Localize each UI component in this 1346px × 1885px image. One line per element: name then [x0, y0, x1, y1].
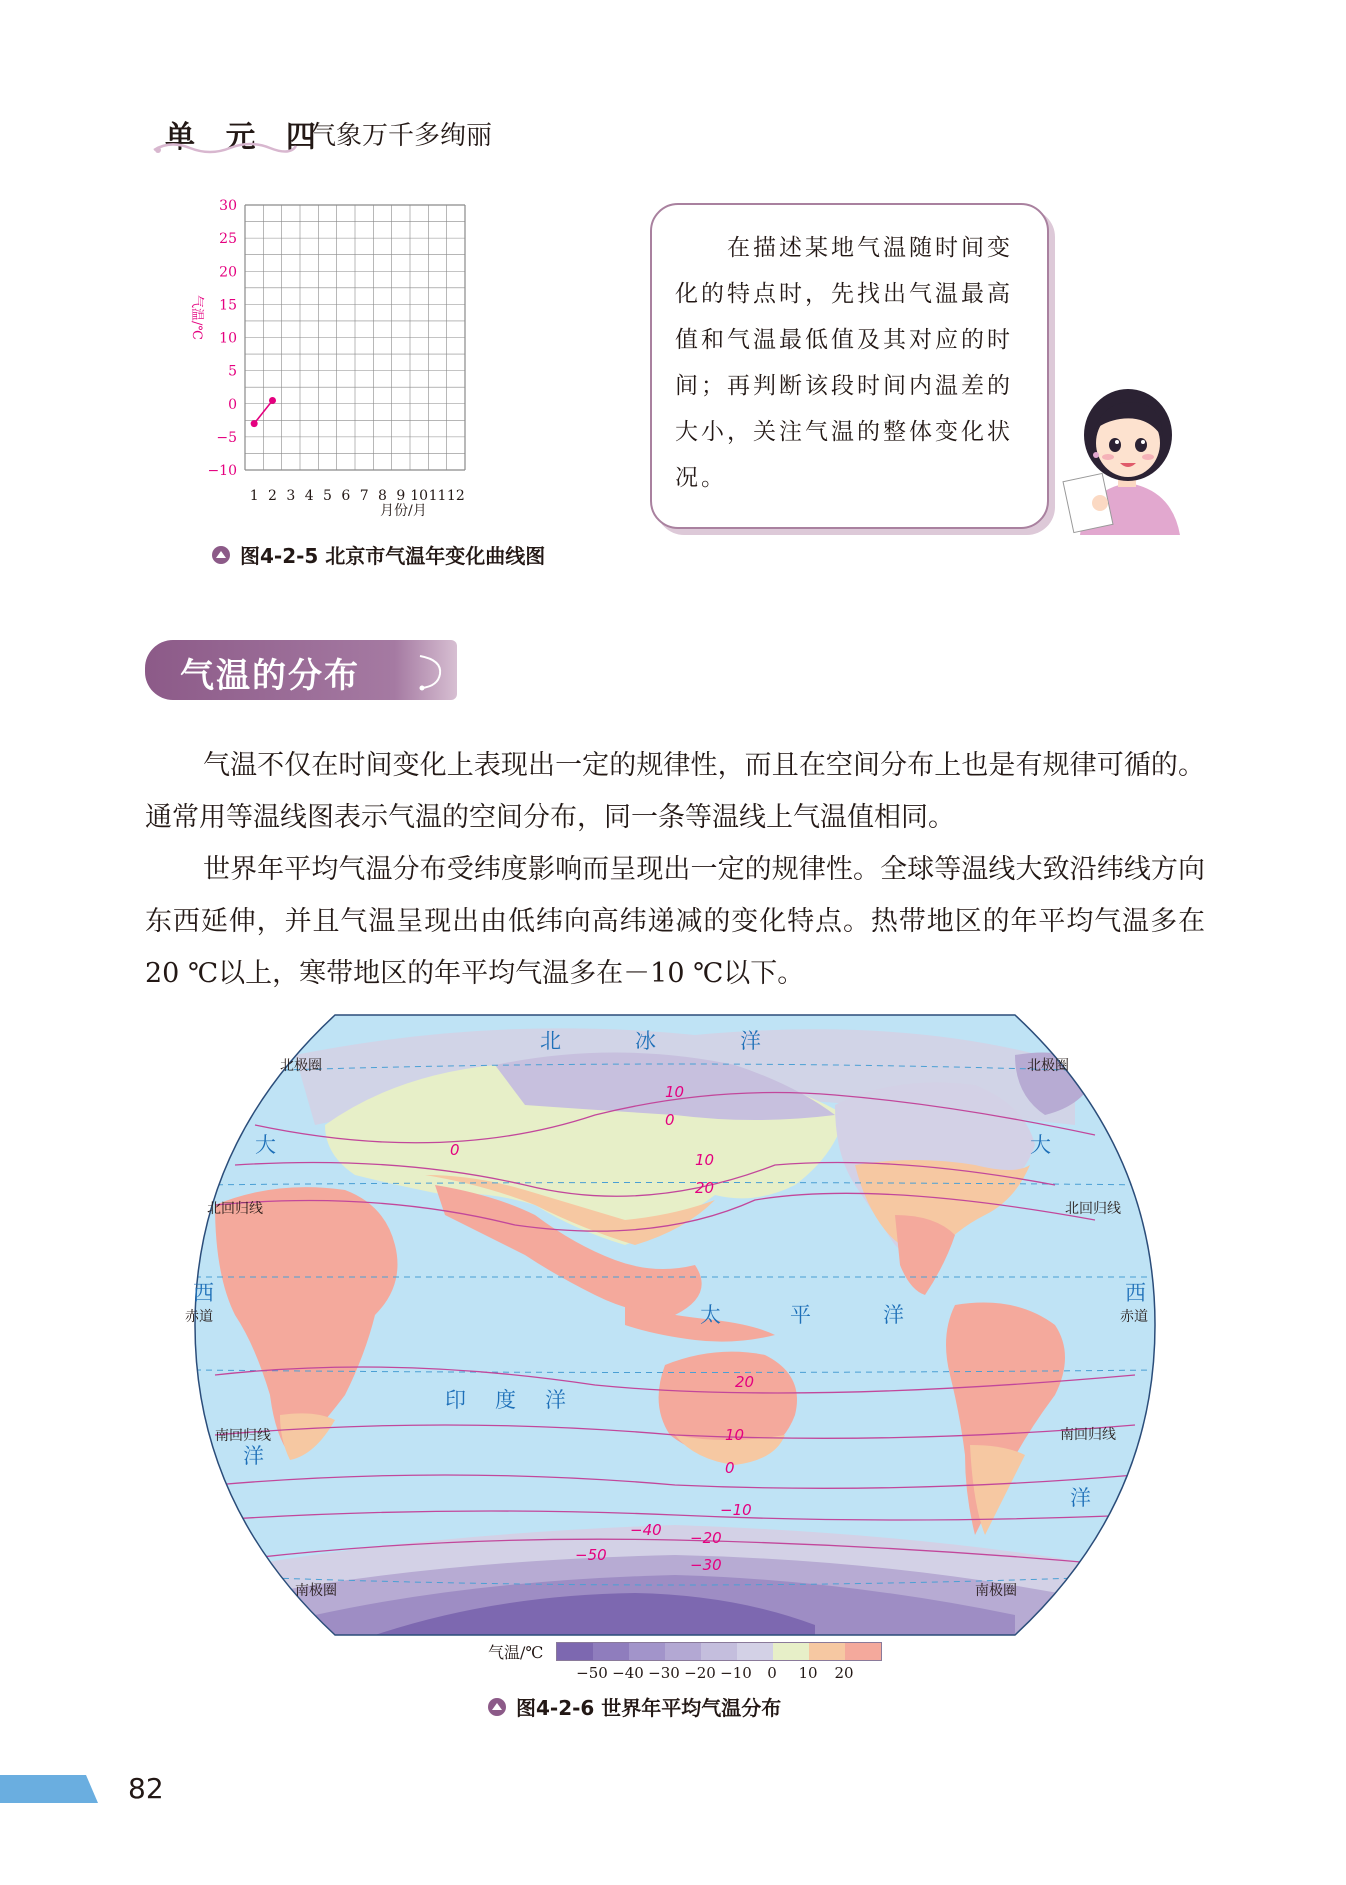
legend-swatch: [557, 1643, 593, 1660]
legend-swatch: [845, 1643, 881, 1660]
isotherm-label: 10: [725, 1426, 745, 1444]
chart-x-tick-label: 9: [396, 488, 406, 504]
chart-x-axis-label: 月份/月: [380, 503, 427, 519]
ocean-label-indian-3: 洋: [545, 1388, 570, 1412]
chart-y-tick-label: 25: [219, 231, 237, 248]
chart-x-tick-label: 12: [446, 488, 465, 504]
chart-y-axis-label: 气温/℃: [189, 295, 204, 340]
chart-y-tick-label: 5: [228, 363, 237, 380]
chart-y-tick-label: −10: [207, 463, 237, 479]
lat-label-tropic-capricorn-left: 南回归线: [215, 1428, 271, 1444]
unit-swirl-decoration: [150, 138, 300, 160]
chart-grid: [245, 205, 465, 470]
ocean-label-pacific-3: 洋: [883, 1303, 908, 1327]
ocean-label-atlantic-left-2: 西: [193, 1281, 218, 1305]
lat-label-arctic-left: 北极圈: [280, 1058, 322, 1074]
world-temperature-map: [185, 1015, 1155, 1635]
chart-x-tick-label: 10: [410, 488, 429, 504]
temperature-chart: [189, 195, 615, 530]
section-heading-swirl-icon: [412, 650, 452, 692]
ocean-label-indian-2: 度: [495, 1388, 520, 1412]
unit-label: 单 元 四: [165, 120, 326, 155]
ocean-label-atlantic-right-2: 西: [1125, 1281, 1150, 1305]
legend-swatch: [773, 1643, 809, 1660]
chart-y-tick-label: 30: [219, 198, 237, 214]
isotherm-label: 20: [735, 1373, 755, 1391]
lat-label-arctic-right: 北极圈: [1027, 1058, 1069, 1074]
ocean-label-atlantic-right-1: 大: [1030, 1133, 1055, 1157]
chart-y-tick-label: −5: [216, 429, 237, 446]
page-tab-decoration: [0, 1775, 98, 1803]
chart-x-tick-label: 7: [359, 488, 369, 504]
lat-label-tropic-cancer-right: 北回归线: [1065, 1201, 1121, 1217]
caption-triangle-icon: [488, 1698, 506, 1716]
figure-caption-text: 图4-2-5 北京市气温年变化曲线图: [240, 544, 546, 568]
isotherm-label: 0: [450, 1141, 460, 1159]
figure-caption-world: [488, 1692, 781, 1721]
legend-tick-label: 10: [798, 1664, 818, 1682]
isotherm-label: −40: [630, 1521, 662, 1539]
isotherm-label: 10: [665, 1083, 685, 1101]
lat-label-tropic-capricorn-right: 南回归线: [1060, 1427, 1116, 1443]
isotherm-label: −20: [690, 1529, 722, 1547]
figure-caption-text: 图4-2-6 世界年平均气温分布: [516, 1696, 782, 1720]
chart-x-ticks: [250, 488, 465, 504]
chart-y-ticks: [207, 198, 237, 479]
legend-tick-label: 0: [767, 1664, 777, 1682]
legend-swatch: [629, 1643, 665, 1660]
legend-swatch: [593, 1643, 629, 1660]
body-paragraph-2: 世界年平均气温分布受纬度影响而呈现出一定的规律性。全球等温线大致沿纬线方向东西延伸，并且气温呈现出由低纬向高纬递减的变化特点。热带地区的年平均气温多在20 ℃以上，寒带地区的年平均气温多在－10 ℃以下。: [145, 854, 1205, 989]
page-number: 82: [128, 1772, 164, 1805]
chart-x-tick-label: 6: [341, 488, 351, 504]
lat-label-equator-right: 赤道: [1120, 1309, 1148, 1325]
ocean-label-pacific-2: 平: [790, 1303, 815, 1327]
legend-swatch: [701, 1643, 737, 1660]
body-paragraph-1: 气温不仅在时间变化上表现出一定的规律性，而且在空间分布上也是有规律可循的。通常用等温线图表示气温的空间分布，同一条等温线上气温值相同。: [145, 750, 1205, 833]
lat-label-tropic-cancer-left: 北回归线: [207, 1201, 263, 1217]
chart-y-tick-label: 15: [219, 297, 237, 314]
ocean-label-atlantic-left-1: 大: [255, 1133, 280, 1157]
chart-y-tick-label: 10: [219, 330, 237, 347]
chart-x-tick-label: 8: [378, 488, 387, 504]
unit-title: 气象万千多绚丽: [310, 121, 493, 151]
chart-x-tick-label: 1: [249, 488, 259, 504]
section-title: 气温的分布: [180, 656, 360, 696]
isotherm-label: 0: [725, 1459, 735, 1477]
chart-x-tick-label: 4: [304, 488, 314, 504]
legend-tick-label: −20: [684, 1664, 716, 1682]
chart-x-tick-label: 11: [428, 488, 447, 504]
chart-x-tick-label: 3: [286, 488, 296, 504]
chart-data-point: [269, 397, 276, 404]
legend-title: 气温/℃: [488, 1643, 544, 1662]
isotherm-label: 10: [695, 1151, 715, 1169]
isotherm-label: −30: [690, 1556, 722, 1574]
caption-triangle-icon: [212, 546, 230, 564]
legend-swatch: [809, 1643, 845, 1660]
isotherm-label: 0: [665, 1111, 675, 1129]
legend-tick-label: −30: [648, 1664, 680, 1682]
ocean-label-indian-1: 印: [445, 1388, 470, 1412]
ocean-label-arctic-1: 北: [540, 1029, 565, 1053]
ocean-label-atlantic-left-3: 洋: [243, 1444, 268, 1468]
legend-tick-label: −50: [576, 1664, 608, 1682]
teacher-illustration: [1060, 385, 1195, 535]
figure-caption-beijing: [212, 540, 545, 569]
ocean-label-pacific-1: 太: [700, 1303, 725, 1327]
legend-ticks: [556, 1664, 886, 1684]
chart-y-tick-label: 0: [228, 396, 237, 413]
ocean-label-arctic-3: 洋: [740, 1029, 765, 1053]
chart-x-tick-label: 2: [268, 488, 277, 504]
lat-label-antarctic-right: 南极圈: [975, 1583, 1017, 1599]
legend-swatch: [737, 1643, 773, 1660]
legend-swatch: [665, 1643, 701, 1660]
lat-label-equator-left: 赤道: [185, 1309, 213, 1325]
isotherm-label: 20: [695, 1179, 715, 1197]
chart-x-tick-label: 5: [323, 488, 332, 504]
chart-y-tick-label: 20: [219, 264, 237, 281]
legend-color-bar: [556, 1642, 882, 1661]
tip-text: 在描述某地气温随时间变化的特点时，先找出气温最高值和气温最低值及其对应的时间；再判断该段时间内温差的大小，关注气温的整体变化状况。: [675, 235, 1013, 491]
ocean-label-arctic-2: 冰: [635, 1029, 660, 1053]
legend-tick-label: −40: [612, 1664, 644, 1682]
legend-tick-label: −10: [720, 1664, 752, 1682]
ocean-label-atlantic-right-3: 洋: [1070, 1486, 1095, 1510]
isotherm-label: −10: [720, 1501, 752, 1519]
isotherm-label: −50: [575, 1546, 607, 1564]
chart-data-point: [251, 420, 258, 427]
legend-tick-label: 20: [834, 1664, 854, 1682]
lat-label-antarctic-left: 南极圈: [295, 1583, 337, 1599]
